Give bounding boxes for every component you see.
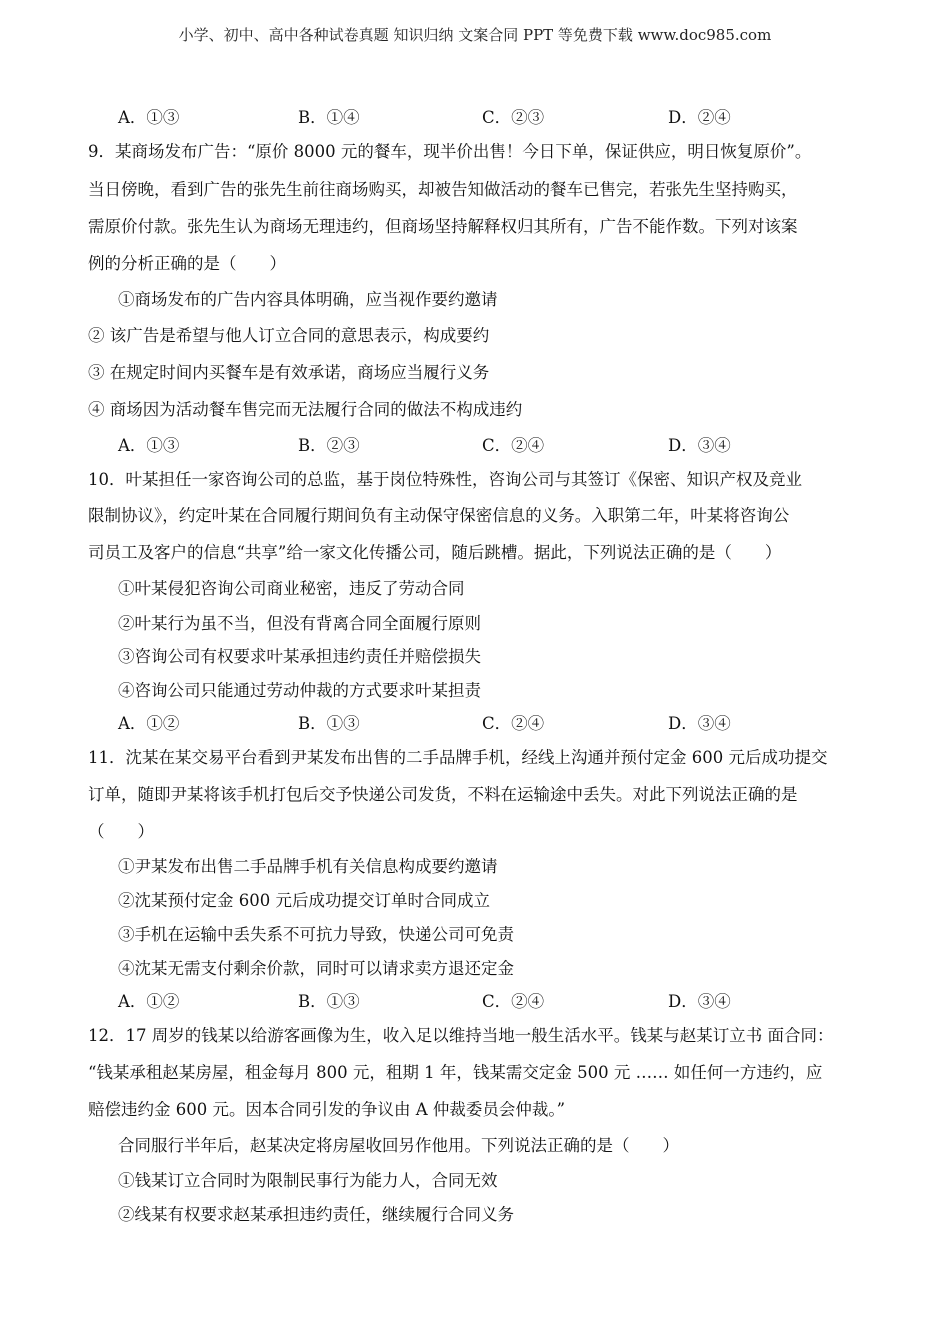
q11-option-b[interactable]: B．①③ <box>298 992 360 1011</box>
q12-statement: ①钱某订立合同时为限制民事行为能力人，合同无效 <box>118 1171 498 1190</box>
q11-option-d[interactable]: D．③④ <box>668 992 731 1011</box>
q9-option-b[interactable]: B．②③ <box>298 436 360 455</box>
q11-statement: ④沈某无需支付剩余价款，同时可以请求卖方退还定金 <box>118 959 514 978</box>
q8-option-d[interactable]: D．②④ <box>668 108 731 127</box>
q9-option-a[interactable]: A．①③ <box>118 436 180 455</box>
q12-stem-line: 合同服行半年后，赵某决定将房屋收回另作他用。下列说法正确的是（ ） <box>118 1136 679 1155</box>
q9-stem-line: 需原价付款。张先生认为商场无理违约，但商场坚持解释权归其所有，广告不能作数。下列对该案 <box>88 217 798 236</box>
q9-stem-line: 9．某商场发布广告：“原价 8000 元的餐车，现半价出售！今日下单，保证供应，明日恢复原价”。 <box>88 142 812 161</box>
page-header: 小学、初中、高中各种试卷真题 知识归纳 文案合同 PPT 等免费下载 www.doc985.com <box>178 26 772 44</box>
q9-statement: ①商场发布的广告内容具体明确，应当视作要约邀请 <box>118 290 498 309</box>
q9-stem-line: 例的分析正确的是（ ） <box>88 254 286 273</box>
q12-statement: ②线某有权要求赵某承担违约责任，继续履行合同义务 <box>118 1205 514 1224</box>
q12-stem-line: “钱某承租赵某房屋，租金每月 800 元，租期 1 年，钱某需交定金 500 元 …… 如任何一方违约，应 <box>88 1063 823 1082</box>
q10-stem-line: 司员工及客户的信息“共享”给一家文化传播公司，随后跳槽。据此，下列说法正确的是（ ） <box>88 543 782 562</box>
q9-option-c[interactable]: C．②④ <box>482 436 545 455</box>
q10-statement: ③咨询公司有权要求叶某承担违约责任并赔偿损失 <box>118 647 481 666</box>
q11-stem-line: 订单，随即尹某将该手机打包后交予快递公司发货，不料在运输途中丢失。对此下列说法正确的是 <box>88 785 798 804</box>
q11-statement: ③手机在运输中丢失系不可抗力导致，快递公司可免责 <box>118 925 514 944</box>
q8-option-a[interactable]: A．①③ <box>118 108 180 127</box>
q10-stem-line: 限制协议》，约定叶某在合同履行期间负有主动保守保密信息的义务。入职第二年，叶某将咨询公 <box>88 506 790 525</box>
q10-stem-line: 10．叶某担任一家咨询公司的总监，基于岗位特殊性，咨询公司与其签订《保密、知识产权及竞业 <box>88 470 802 489</box>
q8-option-b[interactable]: B．①④ <box>298 108 360 127</box>
q11-stem-line: （ ） <box>88 822 154 841</box>
q11-statement: ①尹某发布出售二手品牌手机有关信息构成要约邀请 <box>118 857 498 876</box>
q11-statement: ②沈某预付定金 600 元后成功提交订单时合同成立 <box>118 891 490 910</box>
q10-option-d[interactable]: D．③④ <box>668 714 731 733</box>
q11-option-a[interactable]: A．①② <box>118 992 180 1011</box>
q10-option-a[interactable]: A．①② <box>118 714 180 733</box>
q11-stem-line: 11．沈某在某交易平台看到尹某发布出售的二手品牌手机，经线上沟通并预付定金 600 元后成功提交 <box>88 748 828 767</box>
q10-statement: ④咨询公司只能通过劳动仲裁的方式要求叶某担责 <box>118 681 481 700</box>
q9-stem-line: 当日傍晚，看到广告的张先生前往商场购买，却被告知做活动的餐车已售完，若张先生坚持购买， <box>88 180 798 199</box>
q10-option-b[interactable]: B．①③ <box>298 714 360 733</box>
q12-stem-line: 赔偿违约金 600 元。因本合同引发的争议由 A 仲裁委员会仲裁。” <box>88 1100 566 1119</box>
q9-statement: ③ 在规定时间内买餐车是有效承诺，商场应当履行义务 <box>88 363 490 382</box>
q9-option-d[interactable]: D．③④ <box>668 436 731 455</box>
q11-option-c[interactable]: C．②④ <box>482 992 545 1011</box>
q9-statement: ② 该广告是希望与他人订立合同的意思表示，构成要约 <box>88 326 490 345</box>
q12-stem-line: 12．17 周岁的钱某以给游客画像为生，收入足以维持当地一般生活水平。钱某与赵某订立书 面合同： <box>88 1026 834 1045</box>
q10-statement: ①叶某侵犯咨询公司商业秘密，违反了劳动合同 <box>118 579 465 598</box>
q10-statement: ②叶某行为虽不当，但没有背离合同全面履行原则 <box>118 614 481 633</box>
q8-option-c[interactable]: C．②③ <box>482 108 545 127</box>
q10-option-c[interactable]: C．②④ <box>482 714 545 733</box>
q9-statement: ④ 商场因为活动餐车售完而无法履行合同的做法不构成违约 <box>88 400 523 419</box>
